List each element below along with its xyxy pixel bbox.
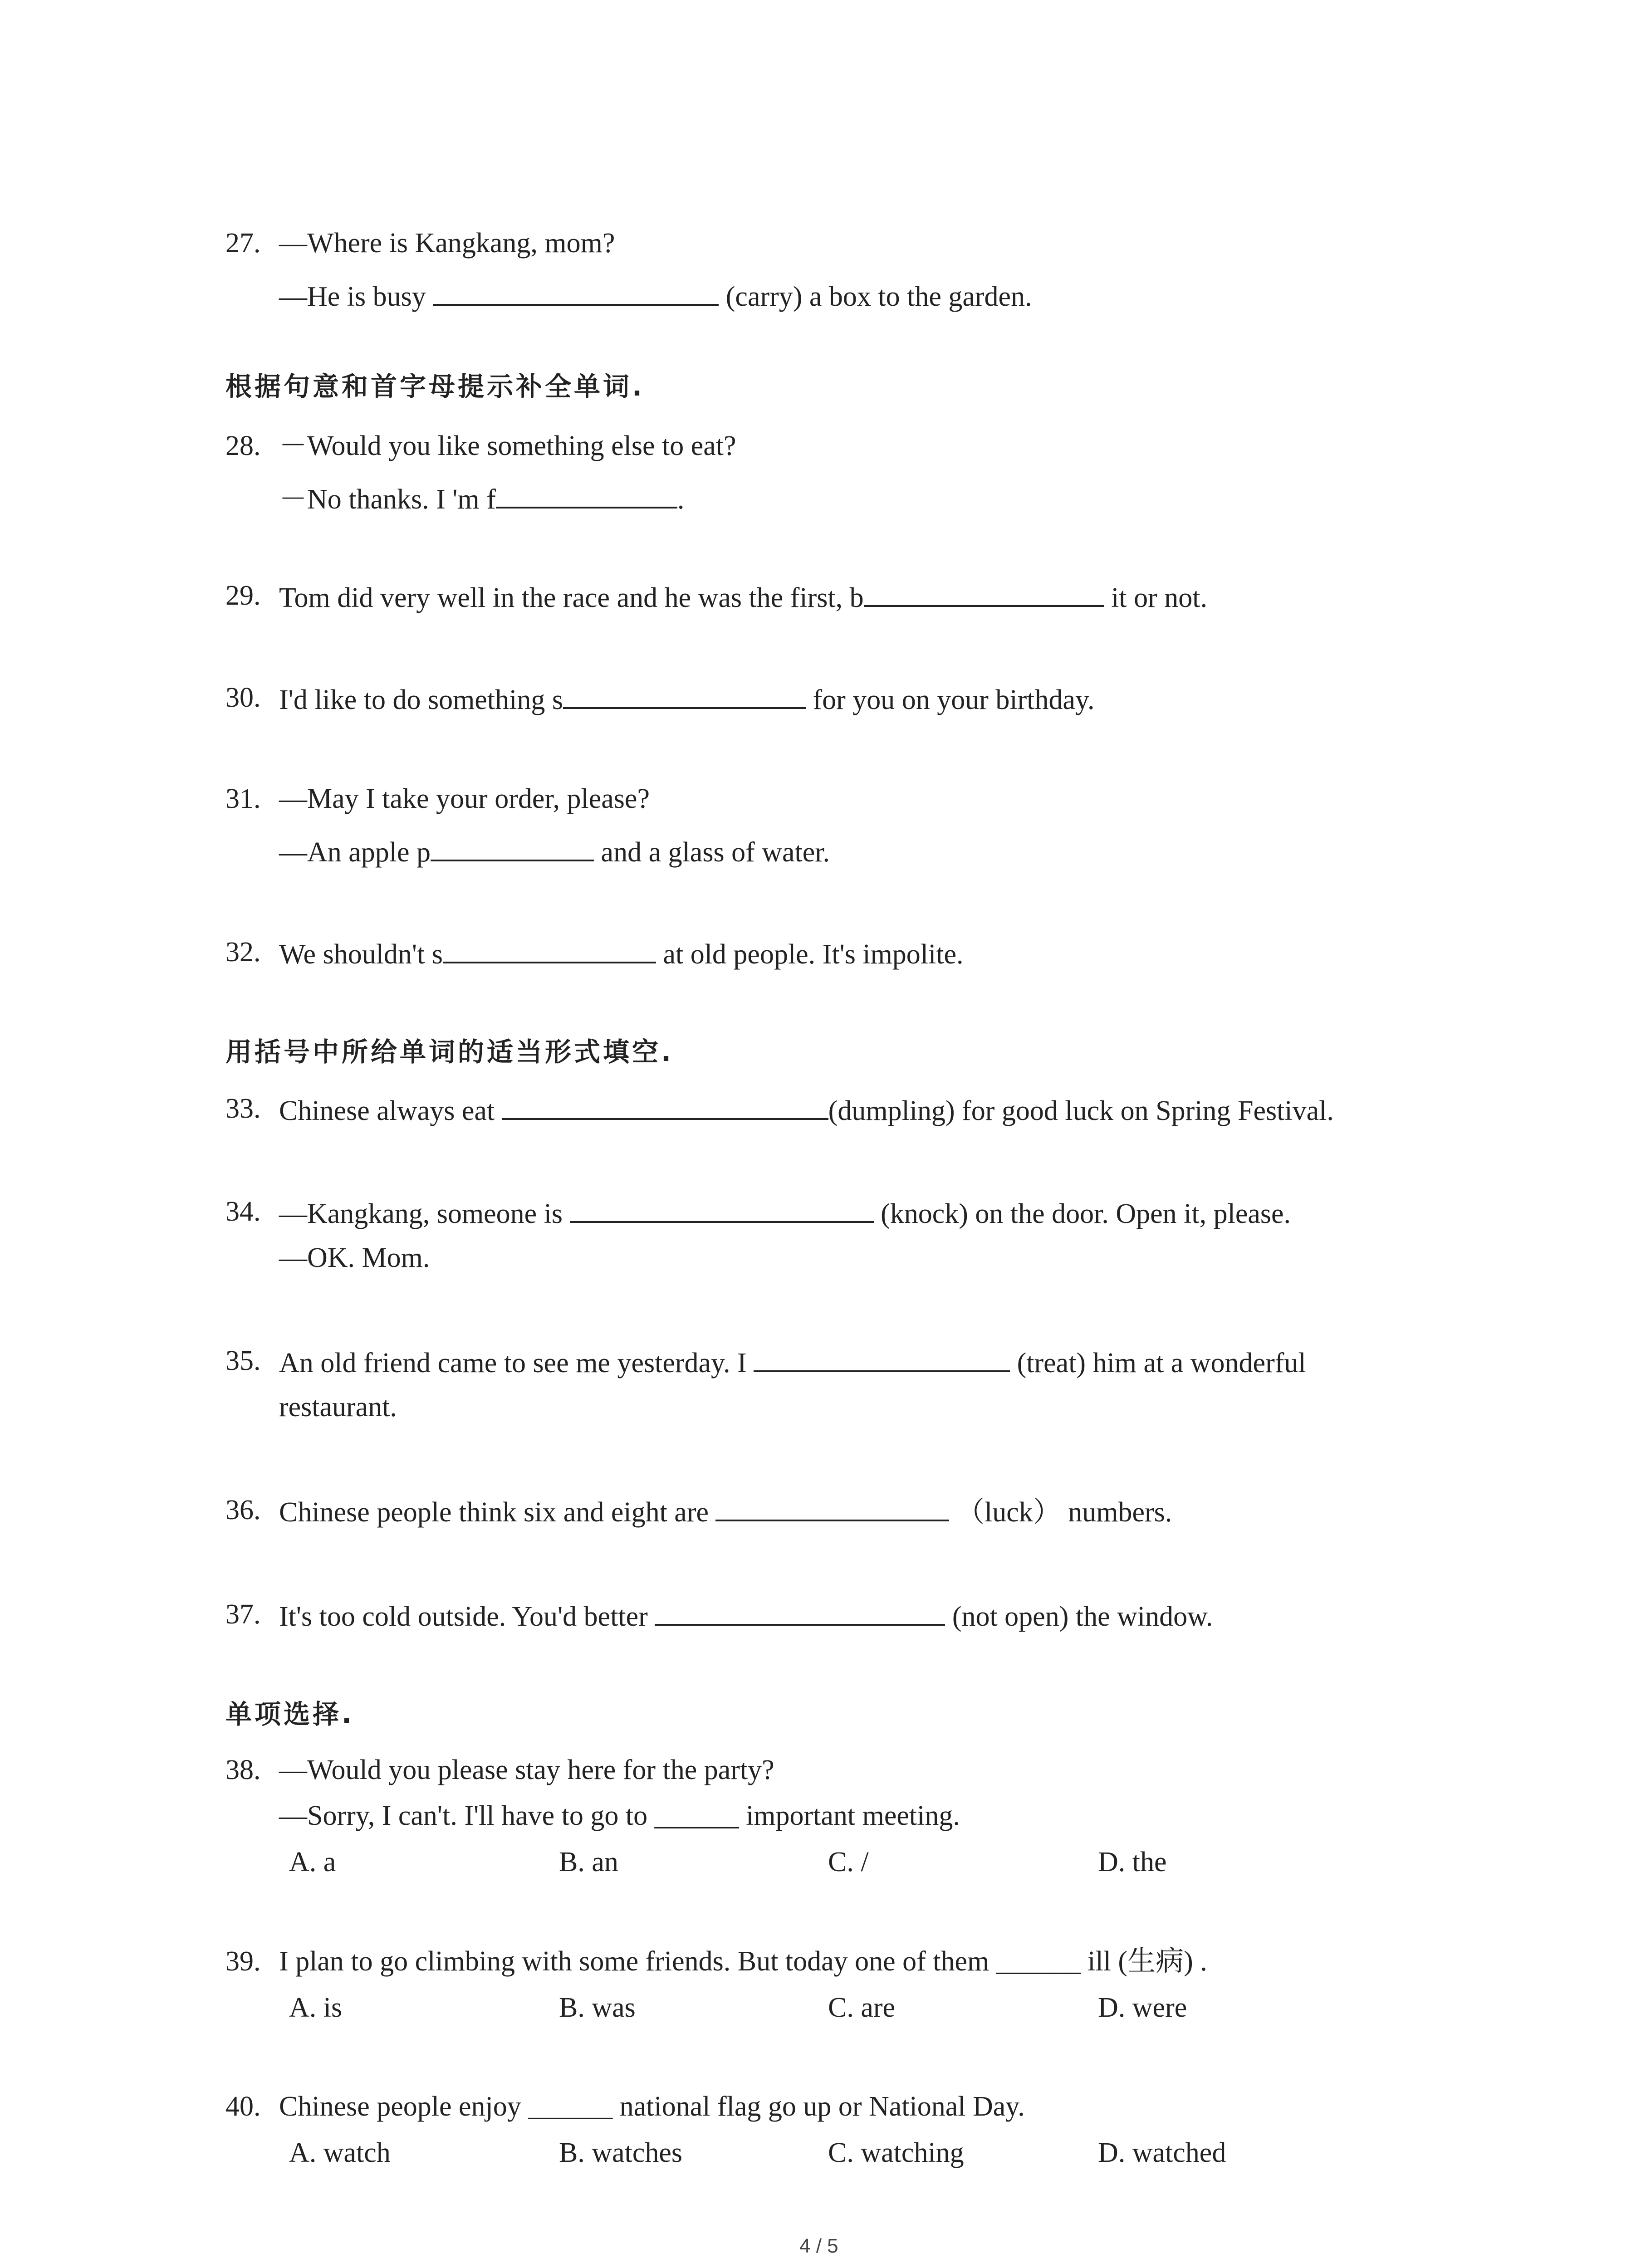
question-number: 39. — [225, 1946, 261, 1977]
answer-blank[interactable] — [754, 1347, 1010, 1372]
question-line — [279, 1600, 1213, 1631]
answer-option[interactable]: C. are — [828, 1992, 896, 2023]
question-line — [279, 1947, 1207, 1975]
question-text: —Kangkang, someone is — [279, 1198, 570, 1229]
question-line — [279, 1802, 960, 1830]
answer-option[interactable]: C. watching — [828, 2137, 964, 2168]
question-number: 38. — [225, 1755, 261, 1785]
answer-option[interactable]: B. an — [559, 1847, 618, 1877]
answer-option[interactable]: D. the — [1098, 1847, 1167, 1877]
answer-blank[interactable] — [715, 1496, 949, 1521]
question-line — [279, 938, 964, 968]
question-number: 28. — [225, 430, 261, 461]
question-line — [279, 582, 1207, 612]
page-number: 4 / 5 — [799, 2235, 838, 2257]
question-line — [279, 483, 684, 513]
question-text: －No thanks. I 'm f — [279, 484, 496, 515]
question-text: it or not. — [1104, 582, 1207, 613]
question-number: 36. — [225, 1495, 261, 1525]
question-text: It's too cold outside. You'd better — [279, 1601, 655, 1632]
question-number: 33. — [225, 1093, 261, 1124]
question-text: —Would you please stay here for the party? — [279, 1755, 774, 1785]
question-text: I'd like to do something s — [279, 684, 563, 715]
question-number: 37. — [225, 1599, 261, 1630]
question-number: 32. — [225, 937, 261, 968]
section-header: 根据句意和首字母提示补全单词. — [225, 371, 645, 402]
answer-option[interactable]: A. a — [289, 1847, 336, 1877]
question-text: restaurant. — [279, 1392, 397, 1422]
question-text: (dumpling) for good luck on Spring Festival. — [828, 1095, 1334, 1126]
answer-option[interactable]: D. were — [1098, 1992, 1187, 2023]
question-text: and a glass of water. — [594, 837, 830, 868]
question-number: 35. — [225, 1345, 261, 1376]
answer-option[interactable]: B. was — [559, 1992, 636, 2023]
question-text: Chinese people think six and eight are — [279, 1497, 716, 1528]
question-text: An old friend came to see me yesterday. I — [279, 1348, 754, 1378]
question-number: 27. — [225, 228, 261, 259]
question-number: 31. — [225, 783, 261, 814]
question-line — [279, 684, 1095, 714]
question-number: 40. — [225, 2091, 261, 2122]
question-line — [279, 836, 830, 866]
answer-blank[interactable] — [655, 1600, 945, 1626]
question-text: －Would you like something else to eat? — [279, 430, 736, 461]
question-line — [279, 2092, 1025, 2121]
question-text: . — [677, 484, 685, 515]
question-text: Tom did very well in the race and he was the first, b — [279, 582, 864, 613]
answer-option[interactable]: D. watched — [1098, 2137, 1226, 2168]
question-number: 30. — [225, 682, 261, 713]
question-line — [279, 1347, 1306, 1377]
question-text: —He is busy — [279, 281, 433, 312]
question-number: 29. — [225, 580, 261, 611]
question-line — [279, 1095, 1334, 1125]
question-line — [279, 1244, 430, 1272]
question-text: —An apple p — [279, 837, 431, 868]
question-text: —Sorry, I can't. I'll have to go to ______ important meeting. — [279, 1800, 960, 1831]
question-number: 34. — [225, 1196, 261, 1227]
question-text: (carry) a box to the garden. — [719, 281, 1032, 312]
section-header: 单项选择. — [225, 1699, 355, 1730]
question-text: (knock) on the door. Open it, please. — [873, 1198, 1291, 1229]
answer-blank[interactable] — [431, 836, 594, 861]
answer-blank[interactable] — [443, 938, 656, 963]
question-text: —OK. Mom. — [279, 1242, 430, 1273]
question-text: (not open) the window. — [945, 1601, 1213, 1632]
answer-option[interactable]: C. / — [828, 1847, 869, 1877]
question-line — [279, 1756, 774, 1784]
question-text: —Where is Kangkang, mom? — [279, 228, 615, 259]
question-text: for you on your birthday. — [805, 684, 1095, 715]
question-text: Chinese always eat — [279, 1095, 502, 1126]
answer-blank[interactable] — [570, 1198, 874, 1223]
question-line — [279, 785, 650, 813]
question-text: at old people. It's impolite. — [656, 939, 964, 970]
answer-blank[interactable] — [864, 582, 1104, 607]
section-header: 用括号中所给单词的适当形式填空. — [225, 1036, 674, 1067]
question-line — [279, 229, 615, 257]
question-text: （luck） numbers. — [949, 1497, 1172, 1528]
question-text: We shouldn't s — [279, 939, 443, 970]
answer-blank[interactable] — [433, 280, 719, 306]
answer-option[interactable]: A. is — [289, 1992, 343, 2023]
answer-blank[interactable] — [563, 684, 806, 709]
question-line — [279, 1198, 1291, 1228]
question-line — [279, 280, 1032, 311]
question-line — [279, 1496, 1172, 1526]
question-text: —May I take your order, please? — [279, 783, 650, 814]
answer-blank[interactable] — [496, 483, 677, 508]
answer-option[interactable]: A. watch — [289, 2137, 391, 2168]
question-text: (treat) him at a wonderful — [1010, 1348, 1306, 1378]
answer-option[interactable]: B. watches — [559, 2137, 683, 2168]
question-line — [279, 1393, 397, 1421]
question-line — [279, 432, 736, 460]
question-text: I plan to go climbing with some friends. But today one of them ______ ill (生病) . — [279, 1946, 1207, 1977]
answer-blank[interactable] — [502, 1095, 828, 1120]
question-text: Chinese people enjoy ______ national flag go up or National Day. — [279, 2091, 1025, 2122]
